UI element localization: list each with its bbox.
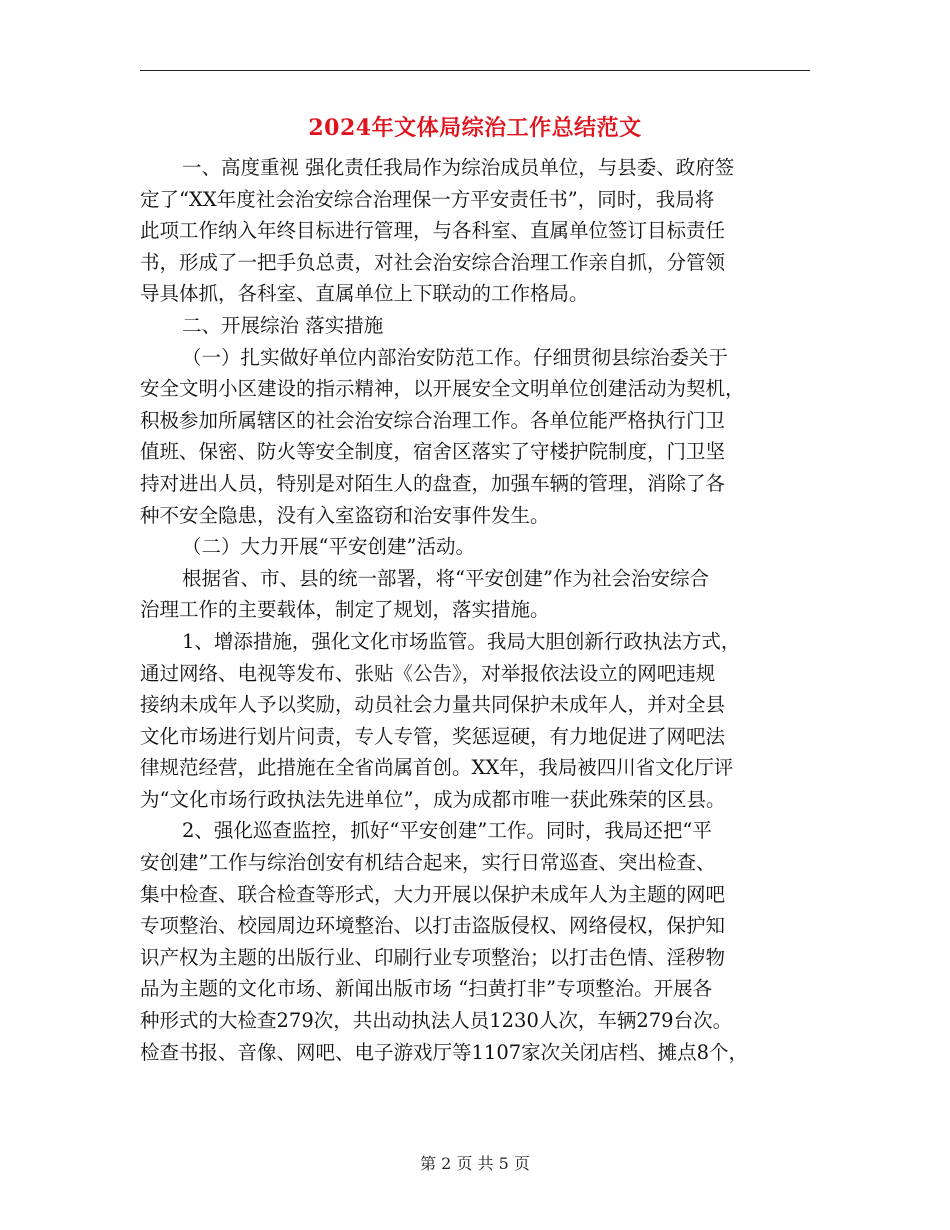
- body-line: 积极参加所属辖区的社会治安综合治理工作。各单位能严格执行门卫: [140, 408, 726, 432]
- page-number-footer: 第 2 页 共 5 页: [420, 1154, 530, 1173]
- body-line: 根据省、市、县的统一部署，将“平安创建”作为社会治安综合: [182, 566, 709, 590]
- document-title: 2024年文体局综治工作总结范文: [308, 115, 642, 141]
- body-line: 通过网络、电视等发布、张贴《公告》，对举报依法设立的网吧违规: [140, 661, 716, 685]
- body-line: 种形式的大检查279次，共出动执法人员1230人次，车辆279台次。: [140, 1009, 733, 1033]
- body-line: （一）扎实做好单位内部治安防范工作。仔细贯彻县综治委关于: [182, 345, 729, 369]
- body-line: 值班、保密、防火等安全制度，宿舍区落实了守楼护院制度，门卫坚: [140, 440, 726, 464]
- document-body: [140, 152, 812, 1068]
- body-line: （二）大力开展“平安创建”活动。: [182, 535, 475, 559]
- body-line: 治理工作的主要载体，制定了规划，落实措施。: [140, 598, 550, 622]
- body-line: 识产权为主题的出版行业、印刷行业专项整治；以打击色情、淫秽物: [140, 945, 726, 969]
- body-line: 律规范经营，此措施在全省尚属首创。XX年，我局被四川省文化厅评: [140, 756, 734, 780]
- body-line: 专项整治、校园周边环境整治、以打击盗版侵权、网络侵权，保护知: [140, 914, 726, 938]
- body-line: 书，形成了一把手负总责，对社会治安综合治理工作亲自抓，分管领: [140, 250, 726, 274]
- body-line: 安全文明小区建设的指示精神，以开展安全文明单位创建活动为契机，: [140, 377, 745, 401]
- body-line: 文化市场进行划片问责，专人专管，奖惩逗硬，有力地促进了网吧法: [140, 724, 726, 748]
- header-rule: [140, 70, 810, 71]
- body-line: 检查书报、音像、网吧、电子游戏厅等1107家次关闭店档、摊点8个，: [140, 1040, 749, 1064]
- body-line: 2、强化巡查监控，抓好“平安创建”工作。同时，我局还把“平: [182, 819, 712, 843]
- body-line: 品为主题的文化市场、新闻出版市场 “扫黄打非”专项整治。开展各: [140, 977, 713, 1001]
- body-line: 此项工作纳入年终目标进行管理，与各科室、直属单位签订目标责任: [140, 219, 726, 243]
- body-line: 安创建”工作与综治创安有机结合起来，实行日常巡查、突出检查、: [140, 851, 716, 875]
- body-line: 种不安全隐患，没有入室盗窃和治安事件发生。: [140, 503, 550, 527]
- body-line: 1、增添措施，强化文化市场监管。我局大胆创新行政执法方式，: [182, 629, 741, 653]
- body-line: 为“文化市场行政执法先进单位”，成为成都市唯一获此殊荣的区县。: [140, 787, 726, 811]
- body-line: 持对进出人员，特别是对陌生人的盘查，加强车辆的管理，消除了各: [140, 471, 726, 495]
- body-line: 二、开展综治 落实措施: [182, 313, 384, 337]
- body-line: 定了“XX年度社会治安综合治理保一方平安责任书”，同时，我局将: [140, 187, 715, 211]
- body-line: 导具体抓，各科室、直属单位上下联动的工作格局。: [140, 282, 589, 306]
- body-line: 一、高度重视 强化责任我局作为综治成员单位，与县委、政府签: [182, 156, 735, 179]
- body-line: 接纳未成年人予以奖励，动员社会力量共同保护未成年人，并对全县: [140, 693, 726, 717]
- body-line: 集中检查、联合检查等形式，大力开展以保护未成年人为主题的网吧: [140, 882, 726, 906]
